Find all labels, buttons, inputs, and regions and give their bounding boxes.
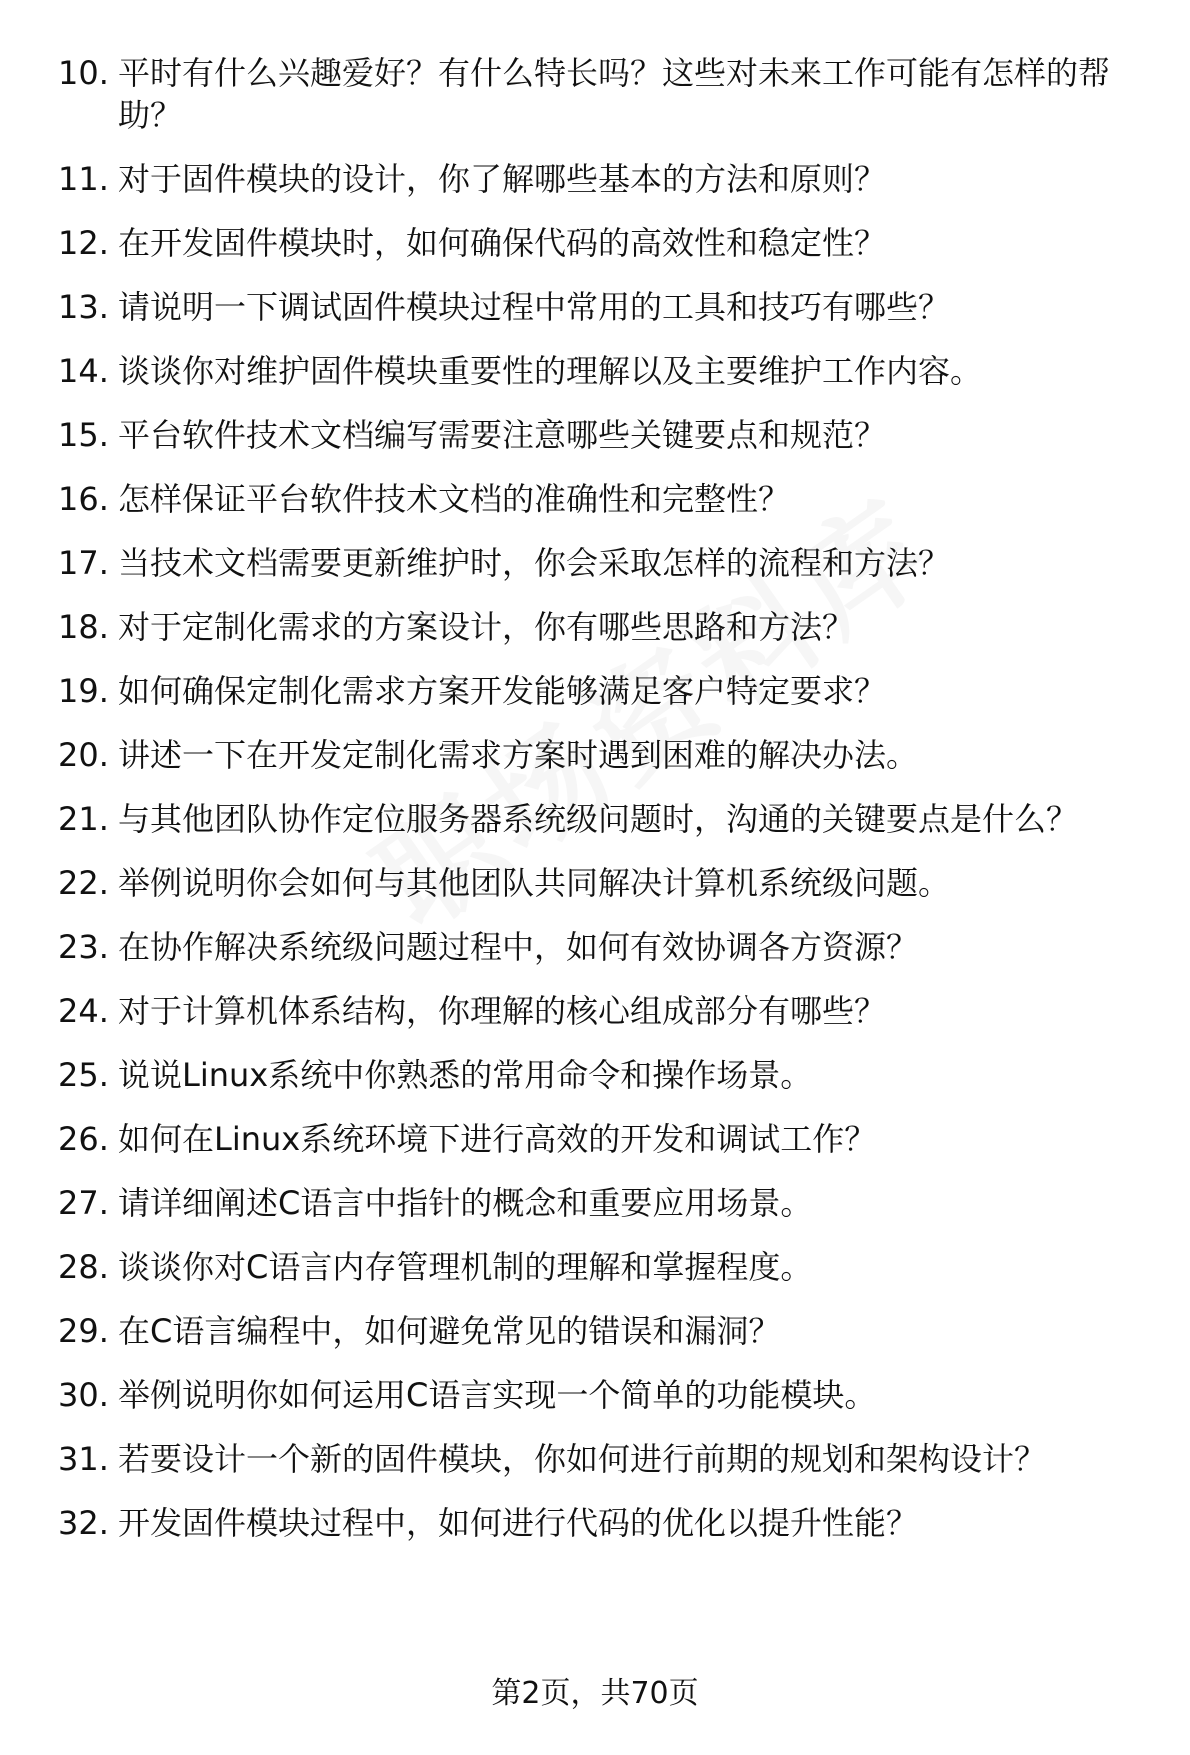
question-number: 16. bbox=[58, 480, 109, 518]
question-text: 谈谈你对C语言内存管理机制的理解和掌握程度。 bbox=[118, 1248, 813, 1286]
question-item bbox=[0, 798, 1190, 840]
question-text: 在C语言编程中，如何避免常见的错误和漏洞？ bbox=[118, 1312, 781, 1350]
question-number: 21. bbox=[58, 800, 109, 838]
question-item bbox=[0, 862, 1190, 904]
question-number: 29. bbox=[58, 1312, 109, 1350]
question-item bbox=[0, 542, 1190, 584]
question-number: 25. bbox=[58, 1056, 109, 1094]
question-text: 请说明一下调试固件模块过程中常用的工具和技巧有哪些？ bbox=[118, 288, 951, 326]
question-text: 在开发固件模块时，如何确保代码的高效性和稳定性？ bbox=[118, 224, 887, 262]
question-text: 当技术文档需要更新维护时，你会采取怎样的流程和方法？ bbox=[118, 544, 951, 582]
question-number: 22. bbox=[58, 864, 109, 902]
question-item bbox=[0, 1182, 1190, 1224]
question-item bbox=[0, 1438, 1190, 1480]
question-item bbox=[0, 1118, 1190, 1160]
question-item bbox=[0, 606, 1190, 648]
question-text: 对于固件模块的设计，你了解哪些基本的方法和原则？ bbox=[118, 160, 887, 198]
question-item bbox=[0, 52, 1190, 136]
question-item bbox=[0, 1054, 1190, 1096]
question-item bbox=[0, 350, 1190, 392]
question-text: 说说Linux系统中你熟悉的常用命令和操作场景。 bbox=[118, 1056, 813, 1094]
question-text: 在协作解决系统级问题过程中，如何有效协调各方资源？ bbox=[118, 928, 919, 966]
question-number: 20. bbox=[58, 736, 109, 774]
question-item bbox=[0, 1374, 1190, 1416]
page-footer bbox=[0, 1674, 1190, 1714]
page-number-label: 第2页，共70页 bbox=[491, 1676, 699, 1711]
question-item bbox=[0, 222, 1190, 264]
question-number: 10. bbox=[58, 54, 109, 92]
question-text: 举例说明你会如何与其他团队共同解决计算机系统级问题。 bbox=[118, 864, 951, 902]
question-item bbox=[0, 1246, 1190, 1288]
question-number: 12. bbox=[58, 224, 109, 262]
question-list bbox=[0, 52, 1190, 1566]
question-text: 平台软件技术文档编写需要注意哪些关键要点和规范？ bbox=[118, 416, 887, 454]
question-item bbox=[0, 1310, 1190, 1352]
question-text: 如何确保定制化需求方案开发能够满足客户特定要求？ bbox=[118, 672, 887, 710]
question-text: 怎样保证平台软件技术文档的准确性和完整性？ bbox=[118, 480, 791, 518]
question-text: 若要设计一个新的固件模块，你如何进行前期的规划和架构设计？ bbox=[118, 1440, 1047, 1478]
question-number: 13. bbox=[58, 288, 109, 326]
question-item bbox=[0, 734, 1190, 776]
question-number: 26. bbox=[58, 1120, 109, 1158]
question-text: 平时有什么兴趣爱好？有什么特长吗？这些对未来工作可能有怎样的帮助？ bbox=[118, 54, 1111, 134]
question-item bbox=[0, 158, 1190, 200]
question-item bbox=[0, 1502, 1190, 1544]
question-item bbox=[0, 926, 1190, 968]
question-number: 27. bbox=[58, 1184, 109, 1222]
question-number: 15. bbox=[58, 416, 109, 454]
question-text: 如何在Linux系统环境下进行高效的开发和调试工作？ bbox=[118, 1120, 877, 1158]
question-text: 对于计算机体系结构，你理解的核心组成部分有哪些？ bbox=[118, 992, 887, 1030]
question-item bbox=[0, 478, 1190, 520]
question-text: 请详细阐述C语言中指针的概念和重要应用场景。 bbox=[118, 1184, 813, 1222]
question-item bbox=[0, 286, 1190, 328]
question-number: 11. bbox=[58, 160, 109, 198]
question-number: 19. bbox=[58, 672, 109, 710]
question-item bbox=[0, 990, 1190, 1032]
question-text: 举例说明你如何运用C语言实现一个简单的功能模块。 bbox=[118, 1376, 877, 1414]
question-number: 14. bbox=[58, 352, 109, 390]
question-number: 30. bbox=[58, 1376, 109, 1414]
question-number: 18. bbox=[58, 608, 109, 646]
question-text: 讲述一下在开发定制化需求方案时遇到困难的解决办法。 bbox=[118, 736, 919, 774]
question-text: 与其他团队协作定位服务器系统级问题时，沟通的关键要点是什么？ bbox=[118, 800, 1079, 838]
question-text: 开发固件模块过程中，如何进行代码的优化以提升性能？ bbox=[118, 1504, 919, 1542]
question-text: 对于定制化需求的方案设计，你有哪些思路和方法？ bbox=[118, 608, 855, 646]
question-text: 谈谈你对维护固件模块重要性的理解以及主要维护工作内容。 bbox=[118, 352, 983, 390]
question-number: 32. bbox=[58, 1504, 109, 1542]
question-number: 31. bbox=[58, 1440, 109, 1478]
question-item bbox=[0, 670, 1190, 712]
question-number: 23. bbox=[58, 928, 109, 966]
question-item bbox=[0, 414, 1190, 456]
question-number: 24. bbox=[58, 992, 109, 1030]
question-number: 28. bbox=[58, 1248, 109, 1286]
question-number: 17. bbox=[58, 544, 109, 582]
